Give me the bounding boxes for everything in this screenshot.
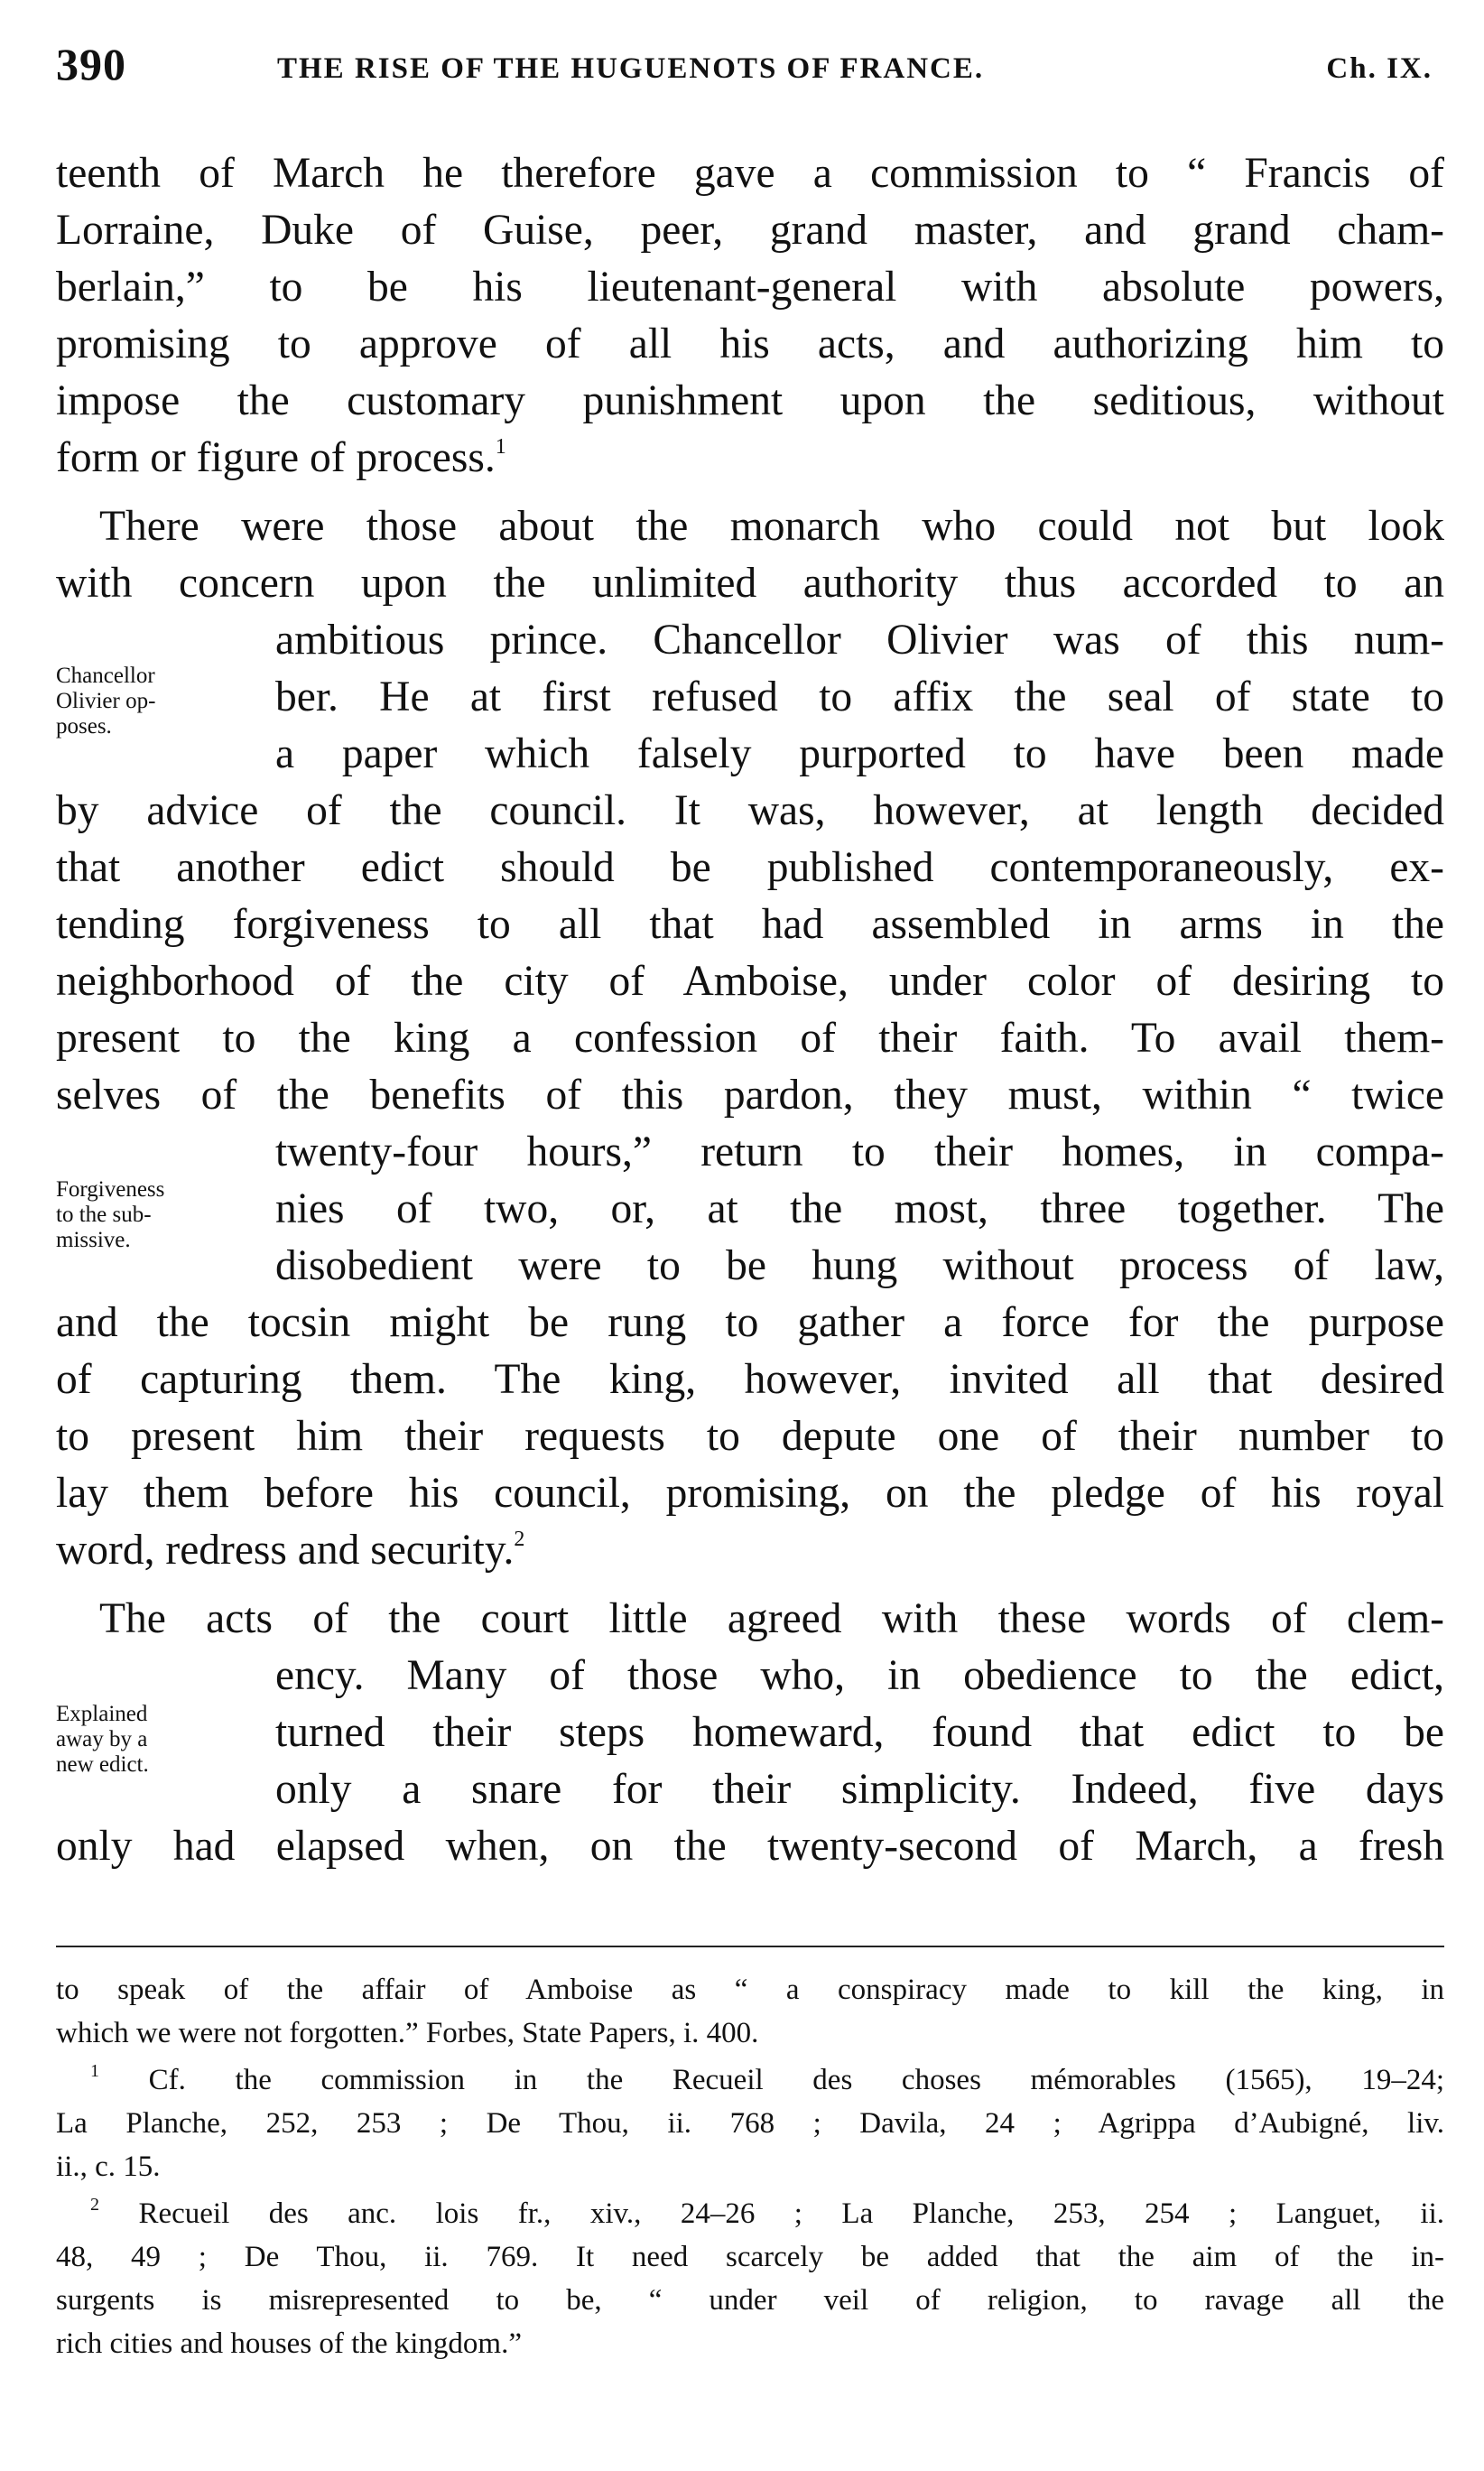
body-line: Lorraine, Duke of Guise, peer, grand master, and grand cham- xyxy=(56,207,1444,254)
body-line: turned their steps homeward, found that edict to be xyxy=(275,1709,1444,1756)
body-line: ber. He at first refused to affix the seal of state to xyxy=(275,673,1444,720)
body-line: ambitious prince. Chancellor Olivier was of this num- xyxy=(275,617,1444,664)
body-line: and the tocsin might be rung to gather a force for the purpose xyxy=(56,1299,1444,1346)
margin-note-line: poses. xyxy=(56,714,112,739)
footnote-line: which we were not forgotten.” Forbes, State Papers, i. 400. xyxy=(56,2017,759,2049)
body-line: There were those about the monarch who could not but look xyxy=(99,503,1444,550)
margin-note xyxy=(56,1177,227,1253)
body-line-with-footnote: word, redress and security.$^2$ xyxy=(56,1527,525,1574)
body-line: only had elapsed when, on the twenty-second of March, a fresh xyxy=(56,1823,1444,1870)
body-line-with-footnote: form or figure of process.$^1$ xyxy=(56,434,506,481)
body-line: a paper which falsely purported to have been made xyxy=(275,730,1444,777)
chapter-label: Ch. IX. xyxy=(1326,52,1433,85)
footnote-ref: 1 xyxy=(495,435,506,459)
body-line: teenth of March he therefore gave a commission to “ Francis of xyxy=(56,150,1444,197)
body-line: tending forgiveness to all that had assembled in arms in the xyxy=(56,901,1444,948)
margin-note-line: Olivier op- xyxy=(56,689,156,713)
body-line: nies of two, or, at the most, three together. The xyxy=(275,1185,1444,1232)
margin-note-line: away by a xyxy=(56,1727,148,1751)
margin-note-line: Chancellor xyxy=(56,664,155,688)
body-line: selves of the benefits of this pardon, they must, within “ twice xyxy=(56,1072,1444,1119)
footnote-line: to speak of the affair of Amboise as “ a conspiracy made to kill the king, in xyxy=(56,1974,1444,2006)
footnote-divider xyxy=(56,1946,1444,1947)
footnote-ref: 2 xyxy=(514,1528,525,1551)
body-line: ency. Many of those who, in obedience to the edict, xyxy=(275,1652,1444,1699)
margin-note-line: to the sub- xyxy=(56,1203,152,1227)
margin-note-line: Explained xyxy=(56,1702,148,1726)
body-line: twenty-four hours,” return to their homes, in compa- xyxy=(275,1129,1444,1175)
body-line: neighborhood of the city of Amboise, under color of desiring to xyxy=(56,958,1444,1005)
margin-note xyxy=(56,664,227,739)
body-line: of capturing them. The king, however, invited all that desired xyxy=(56,1356,1444,1403)
body-line: with concern upon the unlimited authority thus accorded to an xyxy=(56,560,1444,607)
body-line: by advice of the council. It was, however, at length decided xyxy=(56,787,1444,834)
footnote-line: rich cities and houses of the kingdom.” xyxy=(56,2327,522,2360)
footnote-2: $^2$ Recueil des anc. lois fr., xiv., 24–26 ; La Planche, 253, 254 ; Languet, ii. xyxy=(90,2195,1444,2230)
footnote-mark: 2 xyxy=(90,2195,99,2215)
body-line: to present him their requests to depute one of their number to xyxy=(56,1413,1444,1460)
body-line: The acts of the court little agreed with these words of clem- xyxy=(99,1595,1444,1642)
body-line: disobedient were to be hung without process of law, xyxy=(275,1242,1444,1289)
margin-note-line: new edict. xyxy=(56,1752,149,1777)
footnote-line: La Planche, 252, 253 ; De Thou, ii. 768 ; Davila, 24 ; Agrippa d’Aubigné, liv. xyxy=(56,2107,1444,2140)
footnote-line: ii., c. 15. xyxy=(56,2151,161,2183)
body-line: only a snare for their simplicity. Indeed, five days xyxy=(275,1766,1444,1813)
margin-note-line: Forgiveness xyxy=(56,1177,165,1202)
page-number: 390 xyxy=(56,39,126,89)
body-line: lay them before his council, promising, on the pledge of his royal xyxy=(56,1470,1444,1517)
footnote-line: 48, 49 ; De Thou, ii. 769. It need scarcely be added that the aim of the in- xyxy=(56,2241,1444,2273)
margin-note-line: missive. xyxy=(56,1228,131,1252)
running-title: THE RISE OF THE HUGUENOTS OF FRANCE. xyxy=(277,52,985,85)
footnote-mark: 1 xyxy=(90,2061,99,2081)
body-line: berlain,” to be his lieutenant-general with absolute powers, xyxy=(56,264,1444,311)
body-line: present to the king a confession of their faith. To avail them- xyxy=(56,1015,1444,1062)
body-line: impose the customary punishment upon the seditious, without xyxy=(56,377,1444,424)
body-line: that another edict should be published contemporaneously, ex- xyxy=(56,844,1444,891)
running-header xyxy=(56,25,1433,88)
body-line: promising to approve of all his acts, and authorizing him to xyxy=(56,320,1444,367)
margin-note xyxy=(56,1702,227,1778)
footnote-1: $^1$ Cf. the commission in the Recueil des choses mémorables (1565), 19–24; xyxy=(90,2061,1444,2096)
footnote-line: surgents is misrepresented to be, “ under veil of religion, to ravage all the xyxy=(56,2284,1444,2317)
